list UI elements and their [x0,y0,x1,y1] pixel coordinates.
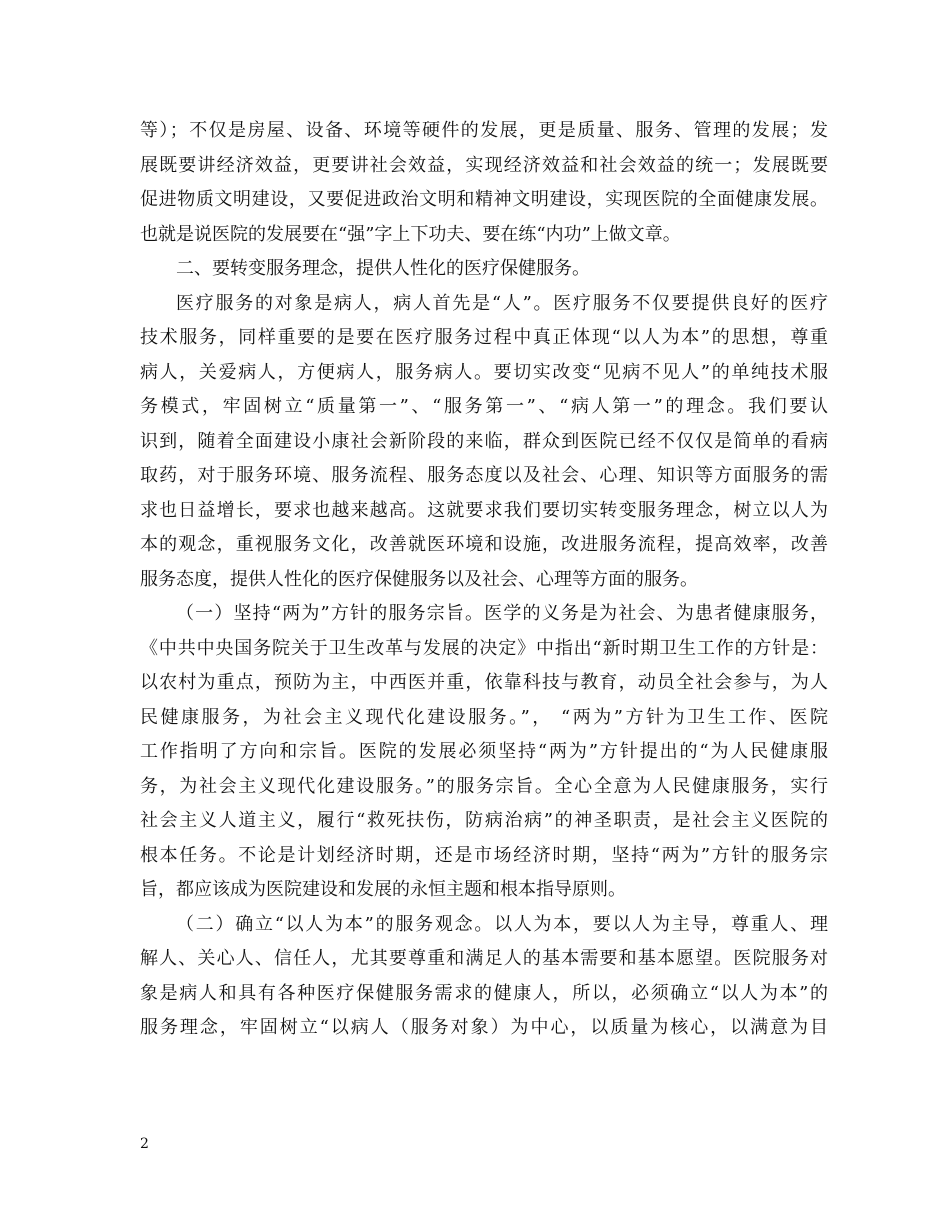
body-text [140,114,828,1046]
text-line: 社会主义人道主义，履行“救死扶伤，防病治病”的神圣职责，是社会主义医院的 [140,810,828,831]
text-line: 以农村为重点，预防为主，中西医并重，依靠科技与教育，动员全社会参与，为人 [140,672,828,693]
section-heading: 二、要转变服务理念，提供人性化的医疗保健服务。 [176,258,590,279]
text-line: 识到，随着全面建设小康社会新阶段的来临，群众到医院已经不仅仅是简单的看病 [140,430,828,452]
text-line: 取药，对于服务环境、服务流程、服务态度以及社会、心理、知识等方面服务的需 [140,465,828,486]
text-line: （二）确立“以人为本”的服务观念。以人为本，要以人为主导，尊重人、理 [176,913,828,935]
text-line: 根本任务。不论是计划经济时期，还是市场经济时期，坚持“两为”方针的服务宗 [140,844,828,866]
page-number: 2 [140,1136,149,1152]
text-line: 务，为社会主义现代化建设服务。”的服务宗旨。全心全意为人民健康服务，实行 [140,775,828,797]
text-line: 象是病人和具有各种医疗保健服务需求的健康人，所以，必须确立“以人为本”的 [140,982,828,1004]
text-line: 务模式，牢固树立“质量第一”、“服务第一”、“病人第一”的理念。我们要认 [140,396,828,417]
text-line: 本的观念，重视服务文化，改善就医环境和设施，改进服务流程，提高效率，改善 [140,534,828,555]
text-line: 《中共中央国务院关于卫生改革与发展的决定》中指出“新时期卫生工作的方针是： [140,637,828,659]
text-line: 医疗服务的对象是病人，病人首先是“人”。医疗服务不仅要提供良好的医疗 [176,292,828,314]
text-line: 也就是说医院的发展要在“强”字上下功夫、要在练“内功”上做文章。 [140,223,681,245]
text-line: 工作指明了方向和宗旨。医院的发展必须坚持“两为”方针提出的“为人民健康服 [140,741,828,762]
text-line: 求也日益增长，要求也越来越高。这就要求我们要切实转变服务理念，树立以人为 [140,499,828,521]
text-line: 服务理念，牢固树立“以病人（服务对象）为中心，以质量为核心，以满意为目 [140,1017,828,1038]
text-line: 展既要讲经济效益，更要讲社会效益，实现经济效益和社会效益的统一；发展既要 [140,154,828,176]
text-line: 等）；不仅是房屋、设备、环境等硬件的发展，更是质量、服务、管理的发展；发 [140,120,828,141]
text-line: 旨，都应该成为医院建设和发展的永恒主题和根本指导原则。 [140,879,626,900]
text-line: 民健康服务，为社会主义现代化建设服务。”， “两为”方针为卫生工作、医院 [140,706,828,728]
text-line: 促进物质文明建设，又要促进政治文明和精神文明建设，实现医院的全面健康发展。 [140,189,828,210]
text-line: 病人，关爱病人，方便病人，服务病人。要切实改变“见病不见人”的单纯技术服 [140,361,828,383]
text-line: 技术服务，同样重要的是要在医疗服务过程中真正体现“以人为本”的思想，尊重 [140,327,828,348]
text-line: （一）坚持“两为”方针的服务宗旨。医学的义务是为社会、为患者健康服务， [176,603,828,624]
text-line: 服务态度，提供人性化的医疗保健服务以及社会、心理等方面的服务。 [140,568,698,590]
text-line: 解人、关心人、信任人，尤其要尊重和满足人的基本需要和基本愿望。医院服务对 [140,948,828,969]
